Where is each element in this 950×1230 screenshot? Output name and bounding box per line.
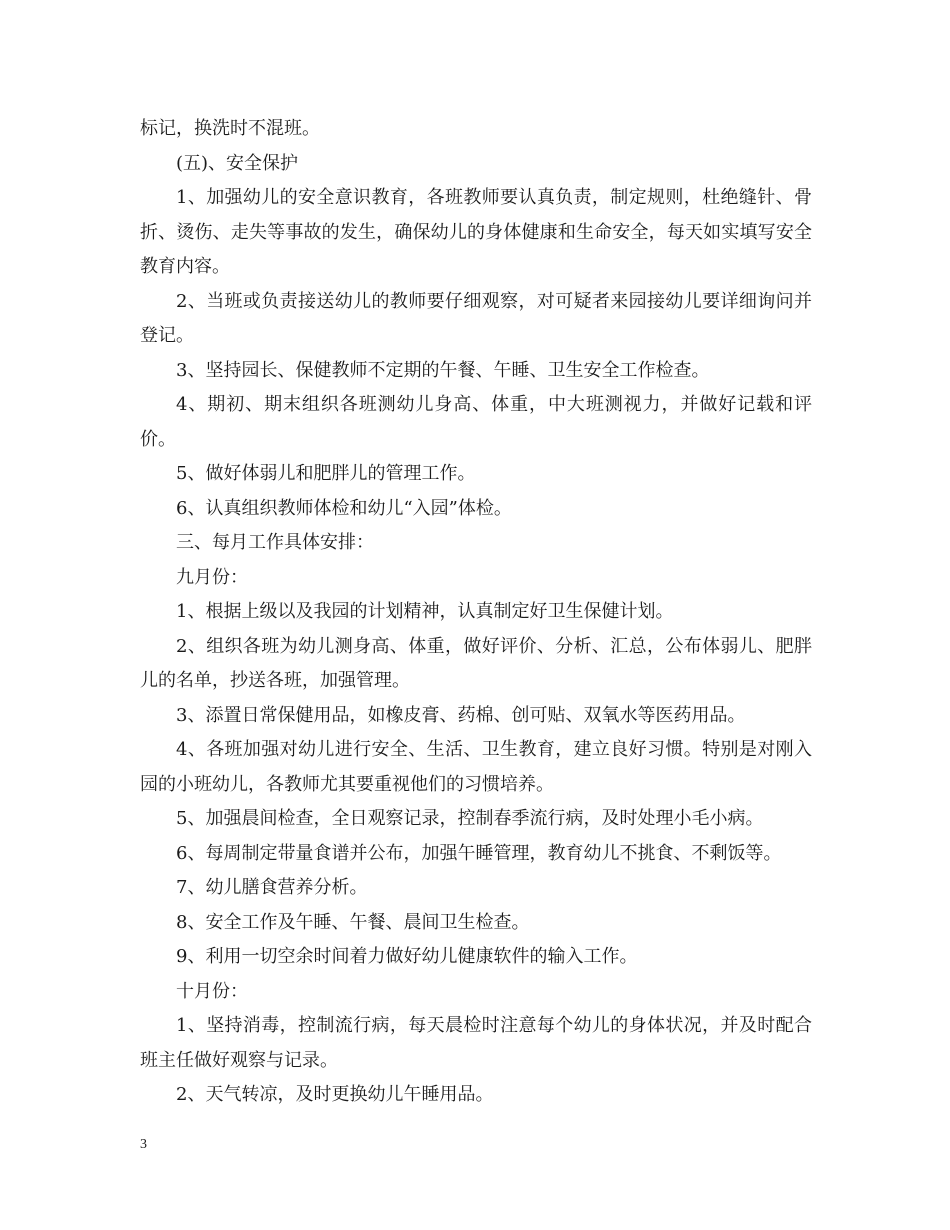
paragraph: 5、做好体弱儿和肥胖儿的管理工作。 <box>176 463 476 484</box>
paragraph: 标记，换洗时不混班。 <box>140 118 320 139</box>
paragraph: 三、每月工作具体安排： <box>176 532 374 553</box>
paragraph: 4、各班加强对幼儿进行安全、生活、卫生教育，建立良好习惯。特别是对刚入园的小班幼儿，各教师尤其要重视他们的习惯培养。 <box>140 739 812 795</box>
paragraph: 7、幼儿膳食营养分析。 <box>176 877 368 898</box>
page-number: 3 <box>140 1137 147 1152</box>
paragraph: 十月份： <box>176 980 248 1002</box>
paragraph: 2、天气转凉，及时更换幼儿午睡用品。 <box>176 1084 494 1105</box>
paragraph: 9、利用一切空余时间着力做好幼儿健康软件的输入工作。 <box>176 946 638 967</box>
paragraph: (五)、安全保护 <box>176 152 299 174</box>
paragraph: 1、根据上级以及我园的计划精神，认真制定好卫生保健计划。 <box>176 601 674 622</box>
paragraph: 1、坚持消毒，控制流行病，每天晨检时注意每个幼儿的身体状况，并及时配合班主任做好观察与记录。 <box>140 1015 812 1071</box>
paragraph: 4、期初、期末组织各班测幼儿身高、体重，中大班测视力，并做好记载和评价。 <box>140 394 812 450</box>
paragraph: 8、安全工作及午睡、午餐、晨间卫生检查。 <box>176 911 530 933</box>
paragraph: 1、加强幼儿的安全意识教育，各班教师要认真负责，制定规则，杜绝缝针、骨折、烫伤、走失等事故的发生，确保幼儿的身体健康和生命安全，每天如实填写安全教育内容。 <box>140 187 812 277</box>
paragraph: 3、坚持园长、保健教师不定期的午餐、午睡、卫生安全工作检查。 <box>176 359 710 381</box>
paragraph: 2、当班或负责接送幼儿的教师要仔细观察，对可疑者来园接幼儿要详细询问并登记。 <box>140 290 812 346</box>
paragraph: 2、组织各班为幼儿测身高、体重，做好评价、分析、汇总，公布体弱儿、肥胖儿的名单，抄送各班，加强管理。 <box>140 635 812 691</box>
paragraph: 5、加强晨间检查，全日观察记录，控制春季流行病，及时处理小毛小病。 <box>176 808 764 829</box>
paragraph: 6、每周制定带量食谱并公布，加强午睡管理，教育幼儿不挑食、不剩饭等。 <box>176 842 782 864</box>
document-body <box>140 112 812 1113</box>
paragraph: 九月份： <box>176 566 248 588</box>
paragraph: 3、添置日常保健用品，如橡皮膏、药棉、创可贴、双氧水等医药用品。 <box>176 704 746 726</box>
paragraph: 6、认真组织教师体检和幼儿“入园”体检。 <box>176 497 512 519</box>
